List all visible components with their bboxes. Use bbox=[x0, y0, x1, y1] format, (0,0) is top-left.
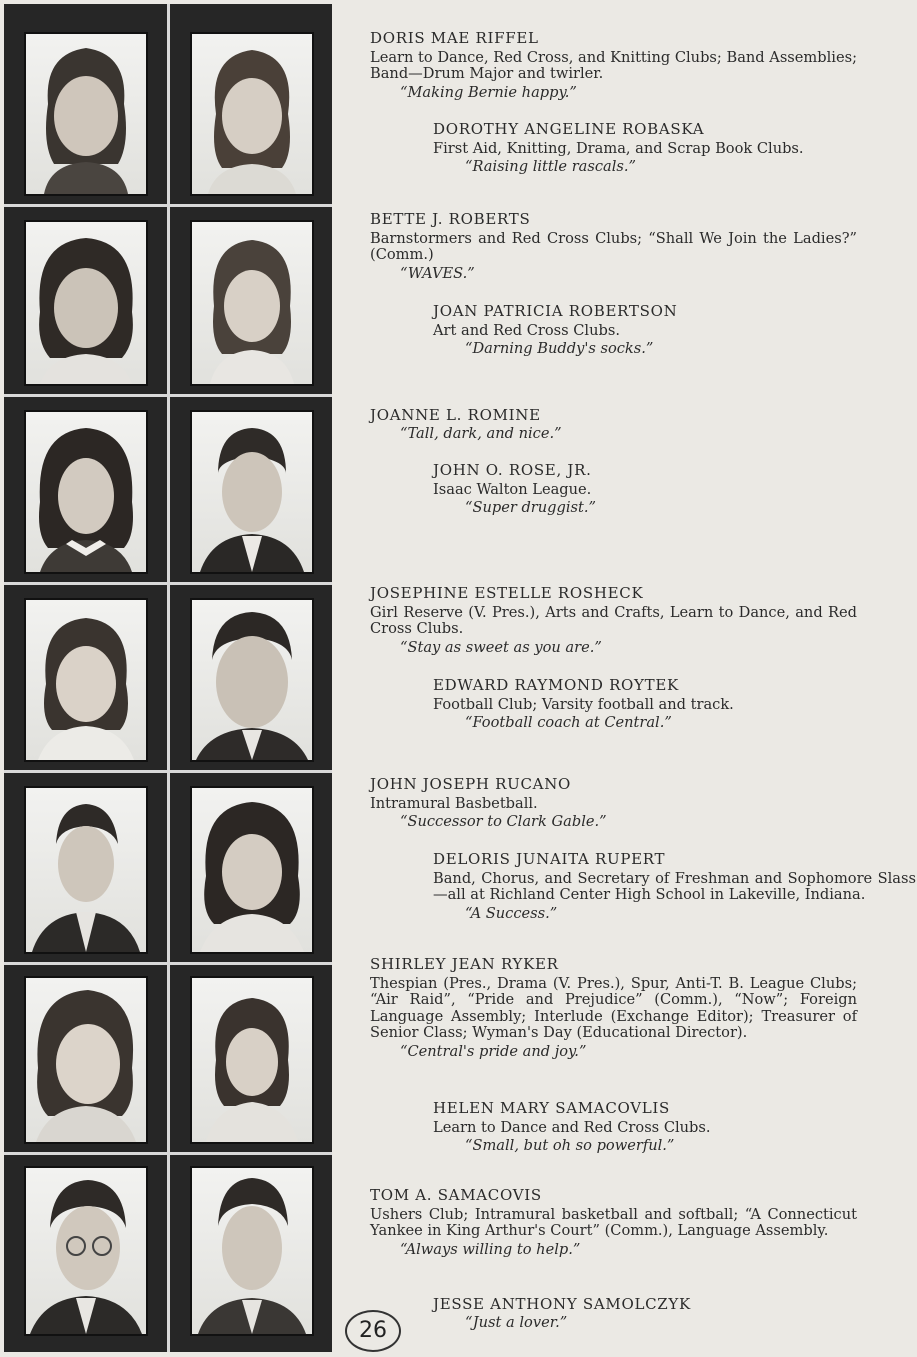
student-quote: “WAVES.” bbox=[400, 264, 475, 282]
senior-entry bbox=[433, 1100, 858, 1155]
student-activities: Thespian (Pres., Drama (V. Pres.), Spur, Anti-T. B. League Clubs; “Air Raid”, “Pride and Prejudice” (Comm.), “Now”; Foreign Language Assembly; Interlude (Exchange Editor); Treasurer of Senior Class; Wyman's Day (Educational Director). bbox=[370, 974, 857, 1041]
photo-row-divider bbox=[4, 394, 332, 397]
student-activities: Learn to Dance, Red Cross, and Knitting Clubs; Band Assemblies; Band—Drum Major and twirler. bbox=[370, 48, 857, 82]
senior-entry bbox=[370, 585, 857, 656]
photo-strip bbox=[4, 4, 332, 1352]
senior-entry bbox=[370, 407, 857, 442]
student-name: JOANNE L. ROMINE bbox=[370, 406, 541, 424]
student-name: JOHN O. ROSE, JR. bbox=[433, 461, 592, 479]
portrait-photo-samacovlis bbox=[190, 976, 314, 1144]
student-name: BETTE J. ROBERTS bbox=[370, 210, 531, 228]
photo-row-divider bbox=[4, 204, 332, 207]
portrait-photo-rose bbox=[190, 410, 314, 574]
senior-entry bbox=[433, 462, 858, 517]
photo-row-divider bbox=[4, 962, 332, 965]
student-name: JESSE ANTHONY SAMOLCZYK bbox=[433, 1295, 691, 1313]
senior-entry bbox=[433, 1296, 858, 1331]
portrait-photo-rucano bbox=[24, 786, 148, 954]
senior-entry bbox=[433, 677, 858, 732]
student-activities: Art and Red Cross Clubs. bbox=[433, 321, 620, 339]
portrait-photo-romine bbox=[24, 410, 148, 574]
portrait-photo-rupert bbox=[190, 786, 314, 954]
senior-entry bbox=[370, 776, 857, 831]
senior-entry bbox=[370, 211, 857, 282]
student-quote: “A Success.” bbox=[465, 904, 558, 922]
photo-row-divider bbox=[4, 1152, 332, 1155]
student-name: DELORIS JUNAITA RUPERT bbox=[433, 850, 666, 868]
student-name: JOSEPHINE ESTELLE ROSHECK bbox=[370, 584, 644, 602]
student-name: EDWARD RAYMOND ROYTEK bbox=[433, 676, 679, 694]
portrait-photo-roytek bbox=[190, 598, 314, 762]
student-activities: Learn to Dance and Red Cross Clubs. bbox=[433, 1118, 711, 1136]
student-name: JOHN JOSEPH RUCANO bbox=[370, 775, 572, 793]
student-quote: “Small, but oh so powerful.” bbox=[465, 1137, 675, 1154]
portrait-photo-robertson bbox=[190, 220, 314, 386]
student-name: JOAN PATRICIA ROBERTSON bbox=[433, 302, 678, 320]
senior-entry bbox=[433, 303, 858, 358]
portrait-photo-roberts bbox=[24, 220, 148, 386]
portrait-photo-riffel bbox=[24, 32, 148, 196]
student-quote: “Just a lover.” bbox=[465, 1313, 568, 1331]
photo-row-divider bbox=[4, 770, 332, 773]
student-name: TOM A. SAMACOVIS bbox=[370, 1186, 542, 1204]
portrait-photo-robaska bbox=[190, 32, 314, 196]
student-activities: Football Club; Varsity football and track. bbox=[433, 695, 734, 713]
student-quote: “Darning Buddy's socks.” bbox=[465, 340, 654, 357]
student-activities: Ushers Club; Intramural basketball and softball; “A Connecticut Yankee in King Arthur's Court” (Comm.), Language Assembly. bbox=[370, 1205, 857, 1239]
student-name: SHIRLEY JEAN RYKER bbox=[370, 955, 559, 973]
page-number: 26 bbox=[345, 1310, 401, 1352]
senior-entry bbox=[433, 121, 858, 176]
student-activities: Barnstormers and Red Cross Clubs; “Shall We Join the Ladies?” (Comm.) bbox=[370, 229, 857, 263]
student-quote: “Stay as sweet as you are.” bbox=[400, 638, 602, 656]
student-activities: First Aid, Knitting, Drama, and Scrap Book Clubs. bbox=[433, 139, 804, 157]
senior-entry bbox=[433, 851, 916, 922]
student-name: DORIS MAE RIFFEL bbox=[370, 29, 539, 47]
student-quote: “Raising little rascals.” bbox=[465, 158, 636, 175]
student-quote: “Super druggist.” bbox=[465, 499, 596, 516]
portrait-photo-rosheck bbox=[24, 598, 148, 762]
student-quote: “Central's pride and joy.” bbox=[400, 1042, 587, 1060]
senior-entry bbox=[370, 30, 857, 101]
portrait-photo-ryker bbox=[24, 976, 148, 1144]
student-activities: Isaac Walton League. bbox=[433, 480, 592, 498]
student-activities: Band, Chorus, and Secretary of Freshman and Sophomore Slass—all at Richland Center High School in Lakeville, Indiana. bbox=[433, 869, 916, 903]
student-quote: “Always willing to help.” bbox=[400, 1240, 581, 1258]
portrait-photo-samolczyk bbox=[190, 1166, 314, 1336]
photo-row-divider bbox=[4, 582, 332, 585]
student-name: DOROTHY ANGELINE ROBASKA bbox=[433, 120, 705, 138]
portrait-photo-samacovis bbox=[24, 1166, 148, 1336]
student-activities: Intramural Basbetball. bbox=[370, 794, 538, 812]
student-name: HELEN MARY SAMACOVLIS bbox=[433, 1099, 671, 1117]
student-quote: “Football coach at Central.” bbox=[465, 714, 672, 731]
student-quote: “Making Bernie happy.” bbox=[400, 83, 577, 101]
senior-entry bbox=[370, 1187, 857, 1258]
student-activities: Girl Reserve (V. Pres.), Arts and Crafts, Learn to Dance, and Red Cross Clubs. bbox=[370, 603, 857, 637]
student-quote: “Successor to Clark Gable.” bbox=[400, 813, 607, 830]
student-quote: “Tall, dark, and nice.” bbox=[400, 424, 562, 442]
senior-entry bbox=[370, 956, 857, 1060]
